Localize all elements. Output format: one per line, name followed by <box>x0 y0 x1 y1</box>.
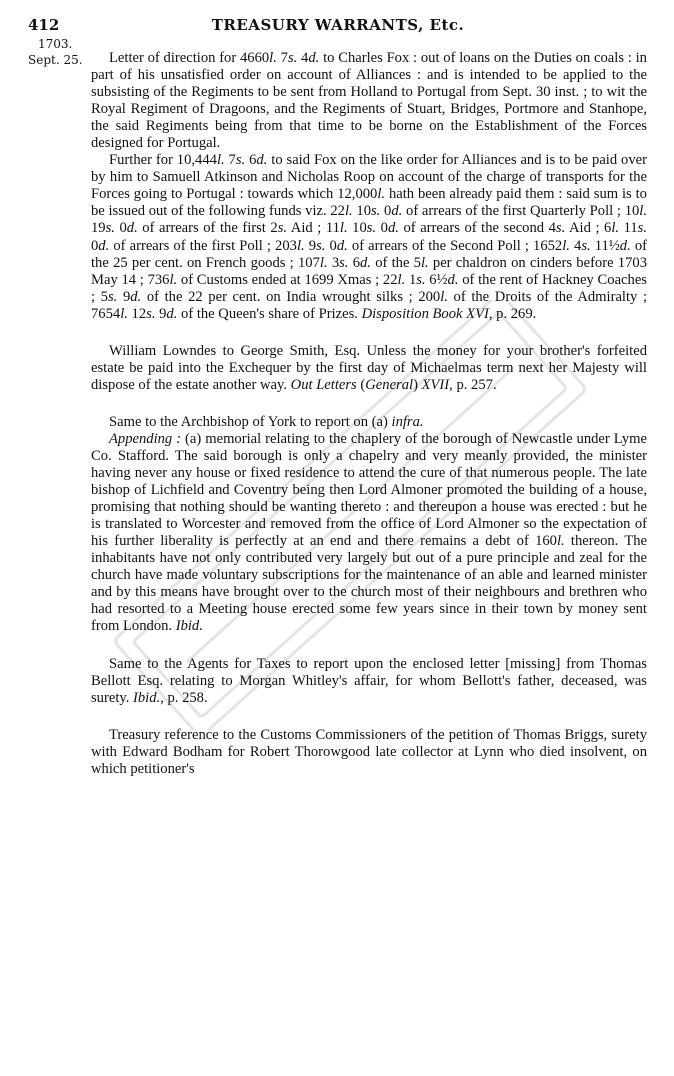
italic-run: l. <box>269 50 277 66</box>
text-run: of Customs ended at 1699 Xmas ; 22 <box>177 271 398 288</box>
italic-run: Out Letters <box>290 376 357 393</box>
text-run: 12 <box>127 305 147 322</box>
italic-run: l. <box>169 271 178 288</box>
text-run: 0 <box>114 220 127 237</box>
text-run: to said Fox on the like order for Alliances and is to be paid over by him to Samuell Atkinson and Nicholas Roop on account of the charge of transports for the Forces going to Portugal : towards which 12,000 <box>91 152 647 203</box>
italic-run: s. <box>105 220 115 237</box>
text-run: 11 <box>619 220 638 237</box>
italic-run: l. <box>296 237 305 254</box>
text-run: 3 <box>327 254 340 271</box>
text-run: 0 <box>380 203 392 220</box>
italic-run: l. <box>339 220 348 237</box>
text-run: Treasury reference to the Customs Commissioners of the petition of Thomas Briggs, surety with Edward Bodham for Robert Thorowgood late collector at Lynn who died insolvent, on which petitioner's <box>91 726 647 777</box>
italic-run: d. <box>391 203 403 220</box>
italic-run: l. <box>120 305 128 322</box>
text-run: of the Droits of the Admiralty ; 7654 <box>91 288 648 322</box>
italic-run: l. <box>344 203 353 220</box>
italic-run: s. <box>371 203 381 220</box>
italic-run: Ibid. <box>133 689 161 706</box>
text-run: 1 <box>405 271 417 288</box>
page-header <box>28 16 648 38</box>
italic-run: d. <box>98 237 110 254</box>
italic-run: s. <box>339 254 349 271</box>
italic-run: l. <box>440 288 448 305</box>
italic-run: d. <box>126 220 138 237</box>
text-run: 4 <box>297 50 309 66</box>
italic-run: l. <box>420 254 429 271</box>
italic-run: l. <box>562 237 570 254</box>
italic-run: d. <box>256 152 268 169</box>
text-run: to Charles Fox : out of loans on the Duties on coals : in part of his unsatisfied order on account of Alliances : and is intended to be applied to the subsisting of the Regiments to be sent from Holland to Portugal from Sept. 30 inst. ; to wit the Royal Regiment of Dragoons, and the Regiments of Stuart, Bridges, Portmore and Stanhope, the said Regiments being from that time to be borne on the Establishment of the Forces designed for Portugal. <box>91 50 647 152</box>
italic-run: d. <box>447 271 459 288</box>
text-run: Aid ; 6 <box>565 220 612 237</box>
italic-run: d. <box>387 220 399 237</box>
entry <box>91 50 647 323</box>
italic-run: s. <box>637 220 647 237</box>
italic-run: s. <box>277 220 288 237</box>
text-run: Aid ; 11 <box>287 220 340 237</box>
text-run: of arrears of the first Poll ; 203 <box>109 237 297 254</box>
text-run: 4 <box>569 237 582 254</box>
italic-run: s. <box>146 305 156 322</box>
text-run: of the rent of Hackney Coaches ; 5 <box>91 271 647 305</box>
text-run: of the 5 <box>370 254 421 271</box>
text-run: of arrears of the first 2 <box>137 220 278 237</box>
italic-run: Appending : <box>109 430 182 447</box>
paragraph <box>91 431 647 636</box>
page-number: 412 <box>28 16 60 34</box>
text-run: , p. 269. <box>488 305 537 322</box>
italic-run: d. <box>360 254 371 271</box>
paragraph <box>91 343 647 394</box>
text-run: Same to the Archbishop of York to report on (a) <box>109 413 392 430</box>
italic-run: l. <box>377 186 386 203</box>
text-run: thereon. The inhabitants have not only contributed very largely but out of a pure principle and zeal for the church have made voluntary subscriptions for the maintenance of an able and learned minister and by this means have brought over to the church most of their neighbours and brethren who had resorted to a Meeting house erected some few years since in their town by money sent from London. <box>91 533 648 635</box>
text-run: 6 <box>348 254 360 271</box>
italic-run: d. <box>619 237 631 254</box>
text-run: William Lowndes to George Smith, Esq. Unless the money for your brother's forfeited estate be paid into the Exchequer by the first day of Michaelmas term next her Majesty will dispose of the estate another way. <box>91 342 647 393</box>
margin-year: 1703. <box>38 37 73 51</box>
text-run: hath been already paid them : said sum is to be issued out of the following funds viz. 22 <box>91 186 647 220</box>
italic-run: Disposition Book XVI <box>361 305 489 322</box>
text-run: of arrears of the second 4 <box>398 220 556 237</box>
text-run: of arrears of the Second Poll ; 1652 <box>347 237 563 254</box>
text-run: , p. 258. <box>160 689 208 706</box>
text-run: Same to the Agents for Taxes to report upon the enclosed letter [missing] from Thomas Bellott Esq. relating to Morgan Whitley's affair, for whom Bellott's father, deceased, was surety. <box>91 655 647 706</box>
entry <box>91 656 647 707</box>
text-run: 9 <box>155 305 167 322</box>
text-run: of the 25 per cent. on French goods ; 107 <box>91 237 648 271</box>
italic-run: l. <box>319 254 328 271</box>
text-run: 6 <box>245 152 257 169</box>
italic-run: infra. <box>391 413 424 430</box>
text-run: of the Queen's share of Prizes. <box>177 305 362 322</box>
italic-run: l. <box>556 533 565 550</box>
text-run: 0 <box>91 237 99 254</box>
text-run: 19 <box>91 220 106 237</box>
italic-run: l. <box>611 220 620 237</box>
text-run: per chaldron on cinders before 1703 May 14 ; 736 <box>91 254 647 288</box>
paragraph <box>91 656 647 707</box>
margin-date: Sept. 25. <box>28 53 83 67</box>
italic-run: s. <box>416 271 426 288</box>
italic-run: s. <box>366 220 377 237</box>
paragraph <box>91 727 647 778</box>
entry <box>91 414 647 636</box>
text-run: 0 <box>325 237 337 254</box>
running-title: TREASURY WARRANTS, Etc. <box>211 16 465 34</box>
entry <box>91 727 647 778</box>
italic-run: l. <box>639 203 647 220</box>
text-run: Letter of direction for 4660 <box>109 50 270 66</box>
text-run: of the 22 per cent. on India wrought silks ; 200 <box>141 288 441 305</box>
italic-run: d. <box>130 288 142 305</box>
text-run: (a) memorial relating to the chaplery of the borough of Newcastle under Lyme Co. Stafford. The said borough is only a chapelry and very meanly provided, the minister having never any house or fixed residence to attend the cure of that numerous people. The late bishop of Lichfield and Coventry being then Lord Almoner promoted the building of a house, promising that nothing should be wanting thereto : and thereupon a house was erected : but he is translated to Worcester and removed from the office of Lord Almoner so the expectation of his further liberality is perfectly at an end and there remains a debt of 160 <box>91 430 647 550</box>
document-body <box>91 50 647 778</box>
text-run: 9 <box>117 288 131 305</box>
italic-run: s. <box>107 288 118 305</box>
text-run: 6½ <box>425 271 448 288</box>
text-run: 11½ <box>590 237 620 254</box>
entry <box>91 343 647 394</box>
italic-run: s. <box>235 152 246 169</box>
paragraph <box>91 152 647 322</box>
paragraph <box>91 50 647 152</box>
italic-run: s. <box>581 237 591 254</box>
text-run: ( <box>356 376 366 393</box>
text-run: , p. 257. <box>449 376 497 393</box>
text-run: of arrears of the first Quarterly Poll ; 10 <box>402 203 640 220</box>
text-run: 7 <box>276 50 288 66</box>
italic-run: General <box>365 376 414 393</box>
text-run: 9 <box>304 237 317 254</box>
italic-run: s. <box>316 237 326 254</box>
italic-run: d. <box>166 305 178 322</box>
italic-run: l. <box>216 152 225 169</box>
paragraph <box>91 414 647 431</box>
italic-run: Ibid. <box>175 618 203 635</box>
text-run: Further for 10,444 <box>109 152 217 169</box>
italic-run: d. <box>336 237 348 254</box>
italic-run: s. <box>555 220 566 237</box>
italic-run: s. <box>287 50 298 66</box>
text-run: 0 <box>376 220 388 237</box>
text-run: 7 <box>224 152 236 169</box>
text-run: 10 <box>347 220 367 237</box>
italic-run: XVII <box>421 376 450 393</box>
text-run: 10 <box>352 203 371 220</box>
text-run: ) <box>413 376 422 393</box>
italic-run: d. <box>308 50 320 66</box>
italic-run: l. <box>397 271 406 288</box>
